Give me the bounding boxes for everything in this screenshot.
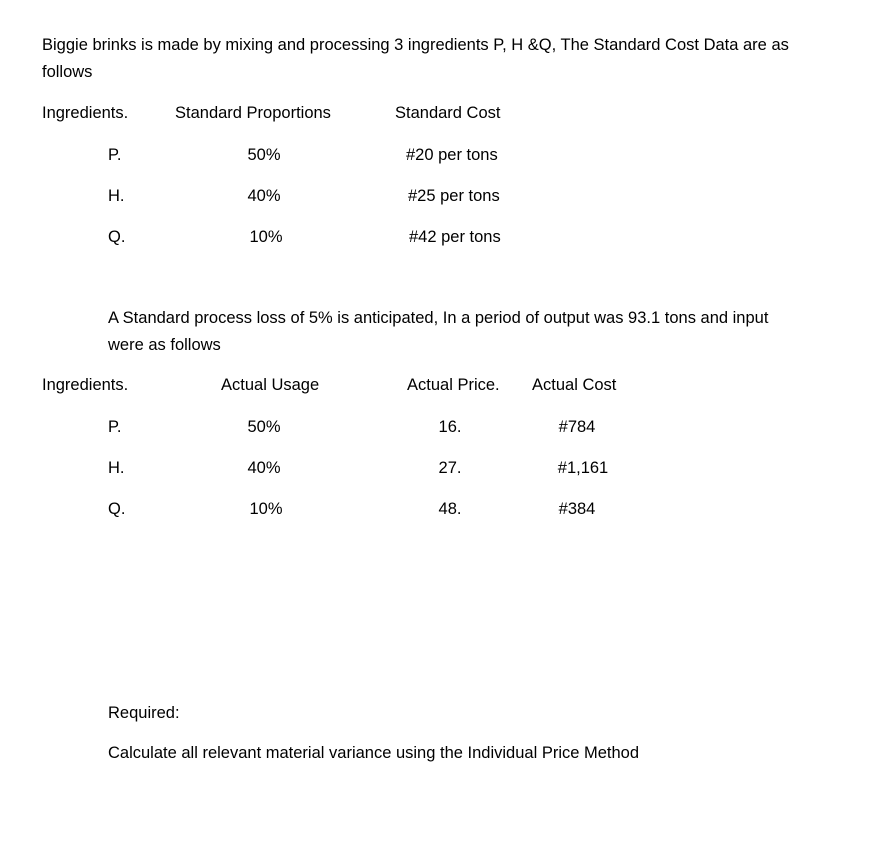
std-row-1-cost: #20 per tons xyxy=(406,146,498,164)
act-row-2-ingredient: H. xyxy=(108,459,125,477)
act-row-1-usage: 50% xyxy=(247,418,281,436)
std-row-3-ingredient: Q. xyxy=(108,228,126,246)
act-row-1-ingredient: P. xyxy=(108,418,122,436)
std-row-1-proportion: 50% xyxy=(247,146,281,164)
act-header-usage: Actual Usage xyxy=(221,376,320,394)
process-line-1: A Standard process loss of 5% is anticipated, In a period of output was 93.1 tons and input xyxy=(108,309,769,327)
act-row-3-ingredient: Q. xyxy=(108,500,126,518)
std-header-proportions: Standard Proportions xyxy=(175,104,331,122)
std-row-2-cost: #25 per tons xyxy=(408,187,500,205)
act-row-1-price: 16. xyxy=(438,418,462,436)
std-row-1-ingredient: P. xyxy=(108,146,122,164)
std-header-cost: Standard Cost xyxy=(395,104,501,122)
act-row-3-price: 48. xyxy=(438,500,462,518)
std-row-2-ingredient: H. xyxy=(108,187,125,205)
act-row-1-cost: #784 xyxy=(558,418,596,436)
intro-line-2: follows xyxy=(42,63,93,81)
process-line-2: were as follows xyxy=(108,336,221,354)
required-label: Required: xyxy=(108,704,180,722)
std-row-3-proportion: 10% xyxy=(249,228,283,246)
required-text: Calculate all relevant material variance using the Individual Price Method xyxy=(108,744,640,762)
act-row-3-cost: #384 xyxy=(558,500,596,518)
act-row-3-usage: 10% xyxy=(249,500,283,518)
act-header-cost: Actual Cost xyxy=(532,376,617,394)
std-row-2-proportion: 40% xyxy=(247,187,281,205)
std-row-3-cost: #42 per tons xyxy=(409,228,501,246)
act-header-price: Actual Price. xyxy=(407,376,500,394)
std-header-ingredients: Ingredients. xyxy=(42,104,129,122)
intro-line-1: Biggie brinks is made by mixing and processing 3 ingredients P, H &Q, The Standard Cost Data are as xyxy=(42,36,789,54)
act-row-2-cost: #1,161 xyxy=(557,459,609,477)
act-row-2-price: 27. xyxy=(438,459,462,477)
act-row-2-usage: 40% xyxy=(247,459,281,477)
act-header-ingredients: Ingredients. xyxy=(42,376,129,394)
